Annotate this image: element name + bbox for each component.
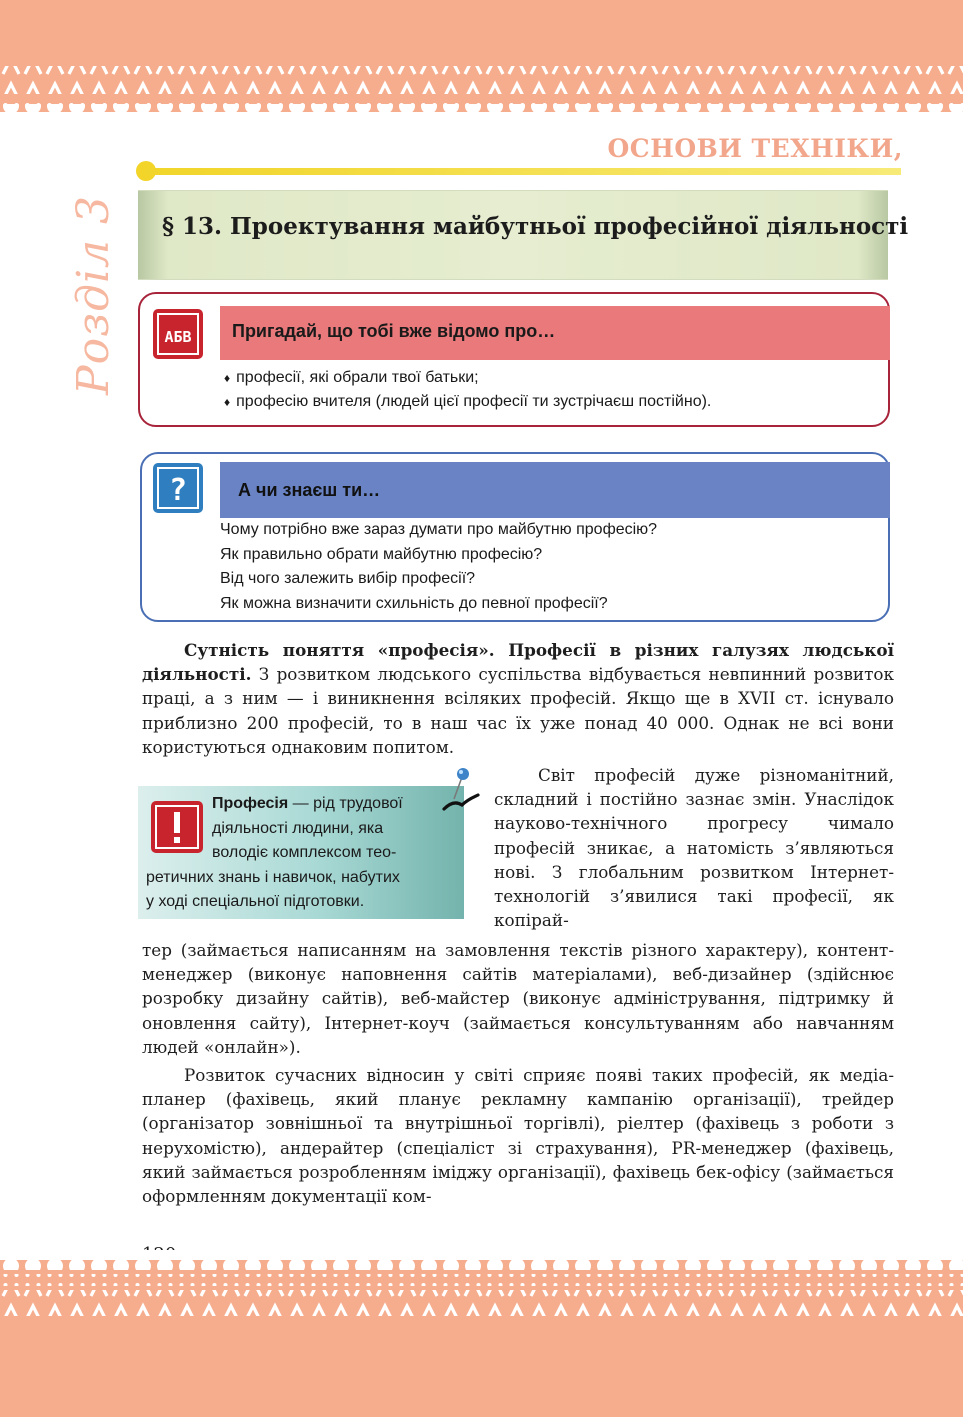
remember-item: ♦ професію вчителя (людей цієї професії ти зустрічаєш постійно).	[224, 390, 711, 414]
paragraph-title: § 13. Проектування майбутньої професійної діяльності	[162, 213, 909, 240]
did-you-know-box	[140, 452, 890, 622]
body-paragraph-2-continued: тер (займається написанням на замовлення текстів різного характеру), контент-менеджер (виконує наповнення сайтів матеріалами), веб-дизайнер (здійснює розробку дизайну сайтів), веб-майстер (виконує адміністрування, підтримку й оновлення сайту), Інтернет-коуч (займається консультуванням або навчанням людей «онлайн»).	[142, 940, 894, 1057]
paragraph-heading: Сутність поняття «професія». Професії в різних галузях людської діяльності.	[142, 640, 894, 685]
section-header: ОСНОВИ ТЕХНІКИ,	[607, 134, 903, 163]
definition-line: ретичних знань і навичок, набутих	[146, 868, 400, 886]
definition-line: діяльності людини, яка	[212, 819, 384, 837]
definition-line: — рід трудової	[288, 795, 403, 812]
did-you-know-title: А чи знаєш ти…	[238, 480, 381, 500]
section-side-label: Розділ 3	[68, 194, 119, 395]
svg-text:?: ?	[168, 473, 188, 508]
body-paragraph-3: Розвиток сучасних відносин у світі сприяє появі таких професій, як медіа-планер (фахівець, який планує рекламну кампанію організації), трейдер (організатор зовнішньої та внутрішньої торгівлі), ріелтер (фахівець з роботи з нерухомістю), андерайтер (спеціаліст зі страхування), PR-менеджер (фахівець, який займається розробленням іміджу організації), фахівець бек-офісу (займається оформленням документації ком-	[142, 1065, 894, 1207]
yellow-rule	[135, 158, 905, 186]
ornament-pattern-bottom	[0, 1250, 963, 1417]
definition-box	[138, 786, 464, 919]
question-list	[220, 518, 657, 616]
abc-icon	[152, 308, 204, 360]
definition-line: володіє комплексом тео-	[212, 844, 397, 861]
ornament-pattern-top	[0, 0, 963, 125]
remember-box	[138, 292, 890, 427]
remember-item: ♦ професії, які обрали твої батьки;	[224, 366, 711, 390]
question-item: Чому потрібно вже зараз думати про майбутню професію?	[220, 521, 658, 538]
svg-text:АБВ: АБВ	[164, 328, 192, 346]
definition-line: у ході спеціальної підготовки.	[146, 893, 365, 910]
paragraph-title-band	[138, 190, 909, 280]
top-ornament-band	[0, 0, 963, 125]
question-icon	[152, 462, 204, 514]
question-item: Як можна визначити схильність до певної професії?	[220, 594, 608, 612]
remember-header	[220, 306, 890, 360]
did-you-know-header	[220, 462, 890, 518]
bottom-ornament-band	[0, 1250, 963, 1417]
paragraph-text: З розвитком людського суспільства відбувається невпинний розвиток праці, а з ним — і виникнення всіляких професій. Якщо ще в XVII ст. існувало приблизно 200 професій, то в наш час їх уже понад 40 000. Однак не всі вони користуються однаковим попитом.	[142, 664, 894, 757]
body-paragraph-1	[142, 638, 894, 759]
body-paragraph-2: Світ професій дуже різноманітний, складний і постійно зазнає змін. Унаслідок науково-технічного прогресу чимало професій зникає, а натомість з’являються нові. З глобальним розвитком Інтернет-технологій з’явилися такі професії, як копірай-	[494, 765, 894, 931]
pin-icon	[440, 765, 480, 813]
question-item: Як правильно обрати майбутню професію?	[220, 545, 543, 563]
remember-list	[224, 366, 711, 414]
question-item: Від чого залежить вибір професії?	[220, 570, 476, 587]
definition-term: Професія	[212, 795, 289, 812]
remember-title: Пригадай, що тобі вже відомо про…	[232, 321, 556, 341]
definition-text	[146, 792, 452, 915]
